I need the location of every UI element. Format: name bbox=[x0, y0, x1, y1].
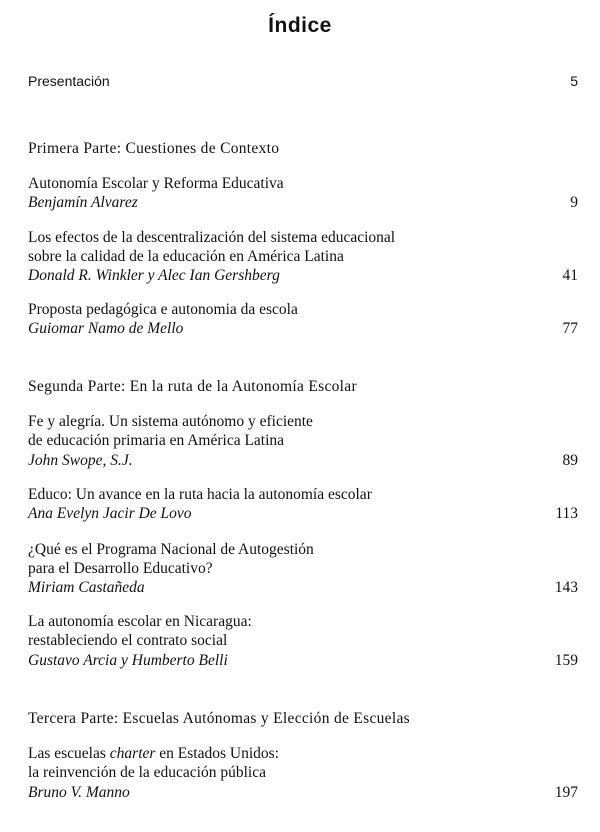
toc-entry-title: Fe y alegría. Un sistema autónomo y eficiente bbox=[28, 413, 313, 430]
toc-entry-author: Gustavo Arcia y Humberto Belli bbox=[28, 652, 228, 669]
toc-entry-page: 9 bbox=[570, 194, 578, 211]
toc-entry-title: para el Desarrollo Educativo? bbox=[28, 560, 213, 577]
toc-entry-title-part: en Estados Unidos: bbox=[155, 745, 279, 762]
toc-entry-title bbox=[28, 744, 279, 763]
toc-entry-author: Guiomar Namo de Mello bbox=[28, 320, 184, 337]
toc-entry-title: La autonomía escolar en Nicaragua: bbox=[28, 613, 252, 630]
toc-entry-page: 143 bbox=[554, 579, 578, 596]
toc-entry-title: ¿Qué es el Programa Nacional de Autogestión bbox=[28, 541, 314, 558]
part-heading: Tercera Parte: Escuelas Autónomas y Elección de Escuelas bbox=[28, 710, 410, 727]
toc-entry-title: la reinvención de la educación pública bbox=[28, 764, 266, 781]
toc-entry-author: Ana Evelyn Jacir De Lovo bbox=[28, 505, 192, 522]
toc-entry-page: 197 bbox=[554, 784, 578, 801]
toc-entry-title: Educo: Un avance en la ruta hacia la autonomía escolar bbox=[28, 486, 372, 503]
toc-entry-author: John Swope, S.J. bbox=[28, 452, 133, 469]
toc-entry-author: Miriam Castañeda bbox=[28, 579, 145, 596]
toc-entry-page: 159 bbox=[554, 652, 578, 669]
toc-entry-title: Autonomía Escolar y Reforma Educativa bbox=[28, 175, 284, 192]
toc-entry-author: Donald R. Winkler y Alec Ian Gershberg bbox=[28, 267, 280, 284]
toc-entry-title: de educación primaria en América Latina bbox=[28, 432, 285, 449]
page-title: Índice bbox=[268, 14, 332, 37]
toc-entry-author: Bruno V. Manno bbox=[28, 784, 130, 801]
toc-entry-page: 113 bbox=[555, 505, 578, 522]
part-heading: Primera Parte: Cuestiones de Contexto bbox=[28, 140, 280, 157]
toc-entry-page: 77 bbox=[562, 320, 578, 337]
toc-entry-title-italic: charter bbox=[109, 745, 156, 762]
toc-entry-title: Los efectos de la descentralización del sistema educacional bbox=[28, 229, 396, 246]
toc-entry-title-part: Las escuelas bbox=[28, 745, 110, 762]
toc-presentation-page: 5 bbox=[570, 73, 578, 89]
toc-entry-page: 89 bbox=[562, 452, 578, 469]
part-heading: Segunda Parte: En la ruta de la Autonomía Escolar bbox=[28, 378, 357, 395]
toc-presentation-title: Presentación bbox=[28, 73, 110, 89]
toc-entry-page: 41 bbox=[562, 267, 578, 284]
toc-entry-title: restableciendo el contrato social bbox=[28, 632, 228, 649]
toc-entry-author: Benjamín Alvarez bbox=[28, 194, 138, 211]
toc-entry-title: Proposta pedagógica e autonomia da escola bbox=[28, 301, 298, 318]
toc-entry-title: sobre la calidad de la educación en América Latina bbox=[28, 248, 344, 265]
